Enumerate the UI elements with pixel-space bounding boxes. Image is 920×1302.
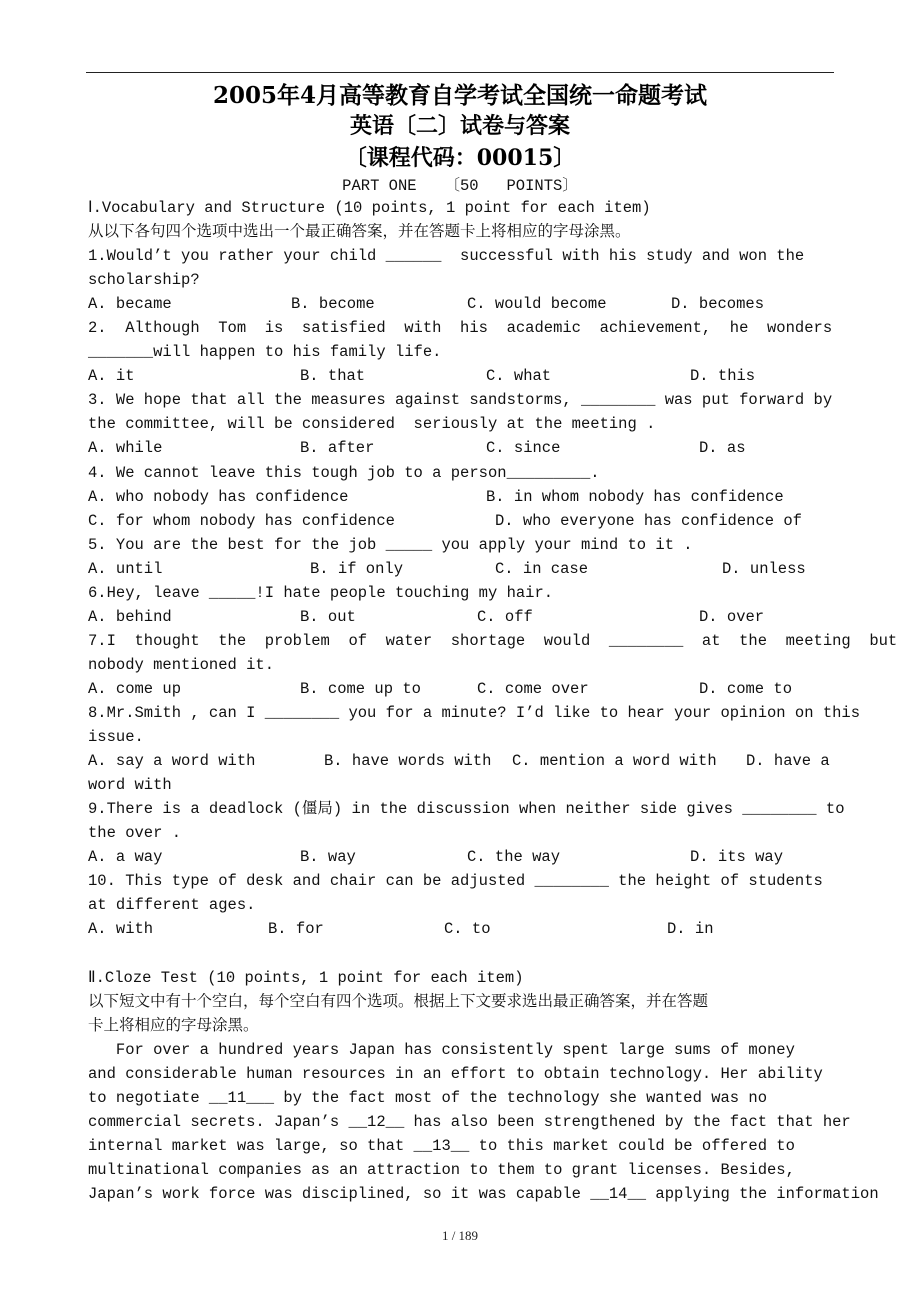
option-a: A. it (88, 367, 135, 386)
question-8-options (88, 749, 888, 773)
part-one-heading: PART ONE 〔50 POINTS〕 (342, 177, 578, 195)
passage-line: commercial secrets. Japan’s __12__ has also been strengthened by the fact that her (88, 1112, 851, 1131)
option-a: A. come up (88, 679, 182, 698)
option-b: B. if only (310, 559, 404, 578)
question-8: 8.Mr.Smith , can I ________ you for a minute? I’d like to hear your opinion on this (88, 703, 861, 722)
passage-line: Japan’s work force was disciplined, so it was capable __14__ applying the information (88, 1184, 879, 1203)
question-1-options (88, 292, 888, 316)
exam-subtitle: 英语〔二〕试卷与答案 (349, 113, 570, 139)
question-7: 7.I thought the problem of water shortage would ________ at the meeting but (88, 631, 898, 650)
option-a: A. say a word with (88, 752, 256, 771)
option-b: B. become (291, 295, 375, 314)
option-c: C. off (477, 607, 533, 626)
question-3-cont: the committee, will be considered seriously at the meeting . (88, 415, 656, 434)
question-7-cont: nobody mentioned it. (88, 655, 275, 674)
option-d: D. who everyone has confidence of (495, 511, 802, 530)
option-d: D. come to (699, 679, 793, 698)
question-10-options (88, 917, 888, 941)
question-10-cont: at different ages. (88, 896, 256, 915)
page-number: 1 / 189 (441, 1228, 479, 1243)
option-d: D. unless (722, 559, 806, 578)
option-b: B. that (300, 367, 366, 386)
option-d: D. over (699, 607, 765, 626)
exam-title: 2005年4月高等教育自学考试全国统一命题考试 (212, 82, 708, 109)
section2-instruction-cont: 卡上将相应的字母涂黑。 (88, 1016, 259, 1035)
question-4-options-cd (88, 509, 888, 533)
question-4-options-ab (88, 485, 888, 509)
option-a: A. behind (88, 607, 172, 626)
question-2-cont: _______will happen to his family life. (88, 343, 442, 362)
question-6: 6.Hey, leave _____!I hate people touching my hair. (88, 583, 554, 602)
passage-line: and considerable human resources in an effort to obtain technology. Her ability (88, 1064, 823, 1083)
option-a: A. while (88, 439, 163, 458)
passage-line: multinational companies as an attraction to them to grant licenses. Besides, (88, 1160, 795, 1179)
option-a: A. until (88, 559, 163, 578)
option-d: D. its way (690, 848, 784, 867)
option-b: B. way (300, 848, 356, 867)
top-rule (86, 72, 834, 73)
question-1: 1.Would’t you rather your child ______ successful with his study and won the (88, 247, 805, 266)
option-c: C. to (444, 920, 491, 939)
question-3-options (88, 436, 888, 460)
option-d: D. becomes (671, 295, 765, 314)
option-c: C. what (486, 367, 552, 386)
question-5-options (88, 557, 888, 581)
option-b: B. for (268, 920, 324, 939)
question-3: 3. We hope that all the measures against sandstorms, ________ was put forward by (88, 391, 833, 410)
question-4: 4. We cannot leave this tough job to a person_________. (88, 463, 600, 482)
passage-line: internal market was large, so that __13__ to this market could be offered to (88, 1136, 795, 1155)
option-b: B. out (300, 607, 356, 626)
option-c: C. the way (467, 848, 561, 867)
option-c: C. would become (467, 295, 607, 314)
question-8-cont: issue. (88, 728, 144, 747)
option-a: A. became (88, 295, 172, 314)
section1-heading: Ⅰ.Vocabulary and Structure (10 points, 1 point for each item) (88, 199, 651, 217)
question-2: 2. Although Tom is satisfied with his academic achievement, he wonders (88, 319, 833, 338)
option-d: D. have a (746, 752, 830, 771)
option-c: C. for whom nobody has confidence (88, 511, 395, 530)
option-c: C. since (486, 439, 561, 458)
section1-instruction: 从以下各句四个选项中选出一个最正确答案，并在答题卡上将相应的字母涂黑。 (88, 223, 631, 242)
option-b: B. have words with (324, 752, 492, 771)
question-1-cont: scholarship? (88, 271, 200, 290)
option-d: D. as (699, 439, 746, 458)
question-2-options (88, 364, 888, 388)
option-d: D. in (667, 920, 714, 939)
passage-line: to negotiate __11___ by the fact most of the technology she wanted was no (88, 1088, 768, 1107)
section2-heading: Ⅱ.Cloze Test (10 points, 1 point for each item) (88, 968, 524, 987)
course-code: 〔课程代码：00015〕 (344, 145, 576, 171)
option-a: A. who nobody has confidence (88, 487, 349, 506)
option-a: A. a way (88, 848, 163, 867)
question-5: 5. You are the best for the job _____ you apply your mind to it . (88, 535, 693, 554)
option-c: C. in case (495, 559, 589, 578)
option-b: B. in whom nobody has confidence (486, 487, 784, 506)
option-b: B. come up to (300, 679, 421, 698)
question-6-options (88, 605, 888, 629)
option-c: C. come over (477, 679, 589, 698)
question-7-options (88, 677, 888, 701)
passage-line: For over a hundred years Japan has consistently spent large sums of money (88, 1040, 795, 1059)
option-b: B. after (300, 439, 375, 458)
question-9: 9.There is a deadlock (僵局) in the discussion when neither side gives ________ to (88, 800, 845, 819)
option-d: D. this (690, 367, 756, 386)
question-10: 10. This type of desk and chair can be adjusted ________ the height of students (88, 872, 823, 891)
section2-instruction: 以下短文中有十个空白，每个空白有四个选项。根据上下文要求选出最正确答案，并在答题 (88, 992, 709, 1011)
blank-spacer (88, 941, 888, 965)
option-c: C. mention a word with (512, 752, 717, 771)
option-a: A. with (88, 920, 154, 939)
question-9-cont: the over . (88, 824, 182, 843)
question-9-options (88, 845, 888, 869)
question-8-option-d-cont: word with (88, 776, 172, 795)
exam-body (88, 196, 898, 1206)
